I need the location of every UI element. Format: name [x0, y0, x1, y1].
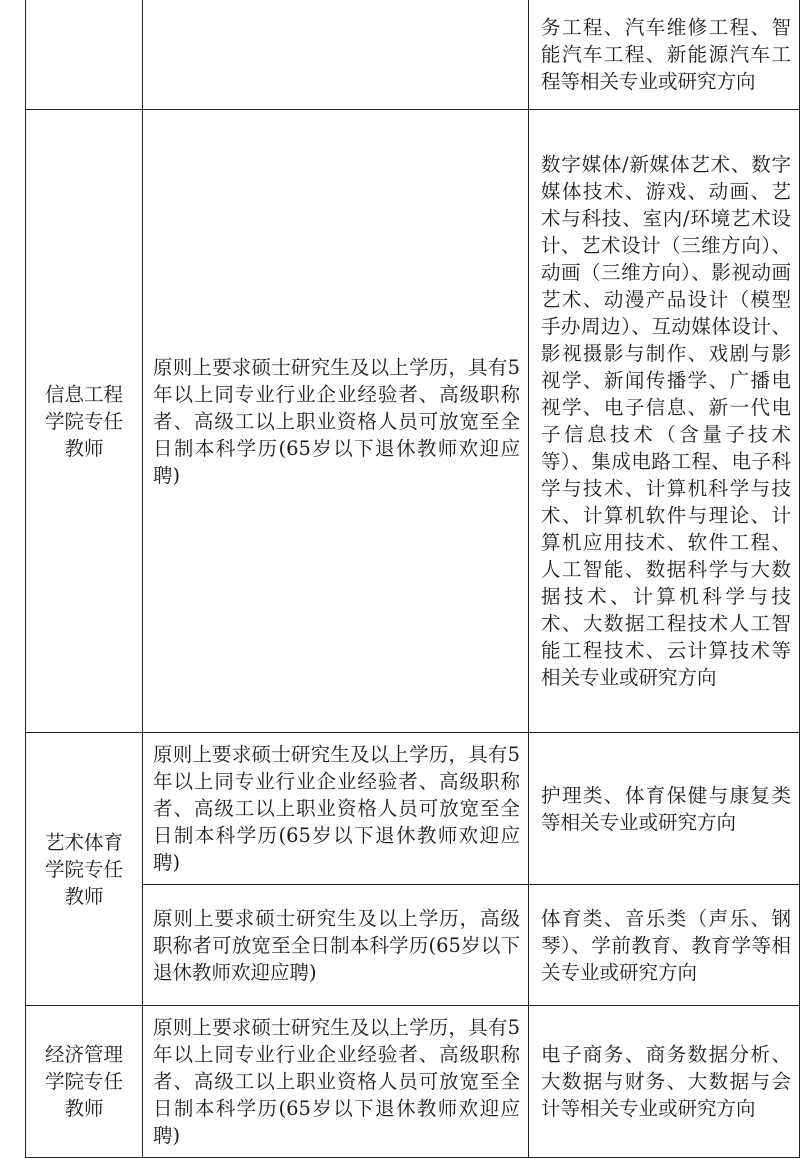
major-cell — [529, 733, 800, 885]
major-cell — [529, 1006, 800, 1158]
recruitment-table — [25, 0, 800, 1158]
requirement-text: 原则上要求硕士研究生及以上学历，具有5年以上同专业行业企业经验者、高级职称者、高级工以上职业资格人员可放宽至全日制本科学历(65岁以下退休教师欢迎应聘) — [153, 743, 520, 874]
table-row — [26, 1006, 800, 1158]
major-text: 数字媒体/新媒体艺术、数字媒体技术、游戏、动画、艺术与科技、室内/环境艺术设计、艺术设计（三维方向）、动画（三维方向）、影视动画艺术、动漫产品设计（模型手办周边）、互动媒体设计、影视摄影与制作、戏剧与影视学、新闻传播学、广播电视学、电子信息、新一代电子信息技术（含量子技术等）、集成电路工程、电子科学与技术、计算机科学与技术、计算机软件与理论、计算机应用技术、软件工程、人工智能、数据科学与大数据技术、计算机科学与技术、大数据工程技术人工智能工程技术、云计算技术等相关专业或研究方向 — [541, 153, 791, 689]
requirement-cell — [143, 733, 529, 885]
major-cell — [529, 0, 800, 110]
table-row — [26, 0, 800, 110]
requirement-cell — [143, 1006, 529, 1158]
position-text: 信息工程学院专任教师 — [44, 382, 123, 460]
table-row — [26, 885, 800, 1006]
table-row — [26, 110, 800, 733]
position-text: 艺术体育学院专任教师 — [44, 830, 123, 908]
position-cell — [26, 0, 143, 110]
requirement-text: 原则上要求硕士研究生及以上学历，具有5年以上同专业行业企业经验者、高级职称者、高级工以上职业资格人员可放宽至全日制本科学历(65岁以下退休教师欢迎应聘) — [153, 355, 520, 487]
requirement-cell — [143, 0, 529, 110]
major-cell — [529, 885, 800, 1006]
major-cell — [529, 110, 800, 733]
position-text: 经济管理学院专任教师 — [44, 1043, 123, 1120]
requirement-text: 原则上要求硕士研究生及以上学历，具有5年以上同专业行业企业经验者、高级职称者、高级工以上职业资格人员可放宽至全日制本科学历(65岁以下退休教师欢迎应聘) — [153, 1016, 520, 1147]
position-cell — [26, 1006, 143, 1158]
table-row — [26, 733, 800, 885]
requirement-text: 原则上要求硕士研究生及以上学历，高级职称者可放宽至全日制本科学历(65岁以下退休教师欢迎应聘) — [153, 906, 520, 984]
major-text: 务工程、汽车维修工程、智能汽车工程、新能源汽车工程等相关专业或研究方向 — [541, 15, 791, 93]
major-text: 电子商务、商务数据分析、大数据与财务、大数据与会计等相关专业或研究方向 — [541, 1043, 791, 1120]
major-text: 体育类、音乐类（声乐、钢琴）、学前教育、教育学等相关专业或研究方向 — [541, 906, 791, 984]
requirement-cell — [143, 885, 529, 1006]
position-cell — [26, 110, 143, 733]
requirement-cell — [143, 110, 529, 733]
position-cell — [26, 733, 143, 1006]
major-text: 护理类、体育保健与康复类等相关专业或研究方向 — [541, 783, 791, 834]
